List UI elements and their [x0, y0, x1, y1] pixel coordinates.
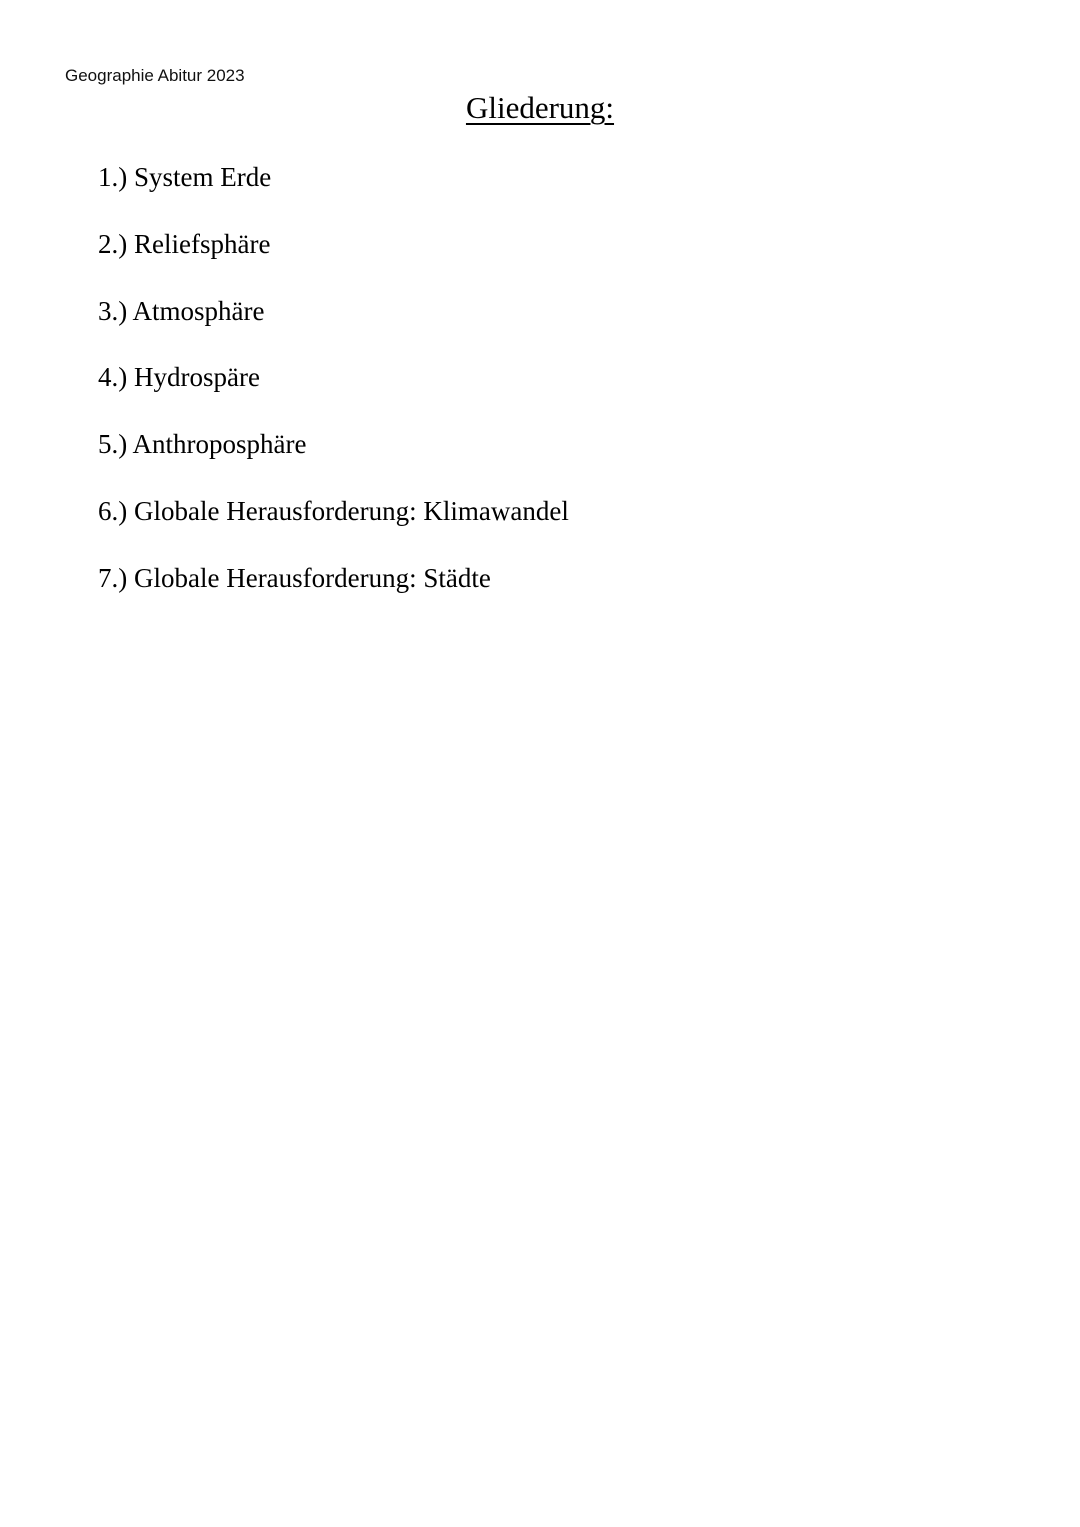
- outline-item-5: 5.) Anthroposphäre: [98, 429, 307, 460]
- outline-item-3: 3.) Atmosphäre: [98, 295, 265, 326]
- page-header: Geographie Abitur 2023: [65, 66, 245, 85]
- page-title: Gliederung:: [465, 90, 615, 125]
- outline-item-2: 2.) Reliefsphäre: [98, 228, 271, 259]
- outline-list: [98, 159, 569, 627]
- page-title-container: [0, 88, 1080, 128]
- outline-item-1: 1.) System Erde: [98, 162, 272, 192]
- outline-item-6: 6.) Globale Herausforderung: Klimawandel: [98, 495, 569, 526]
- outline-item-7: 7.) Globale Herausforderung: Städte: [98, 562, 491, 593]
- outline-item-4: 4.) Hydrospäre: [98, 362, 260, 393]
